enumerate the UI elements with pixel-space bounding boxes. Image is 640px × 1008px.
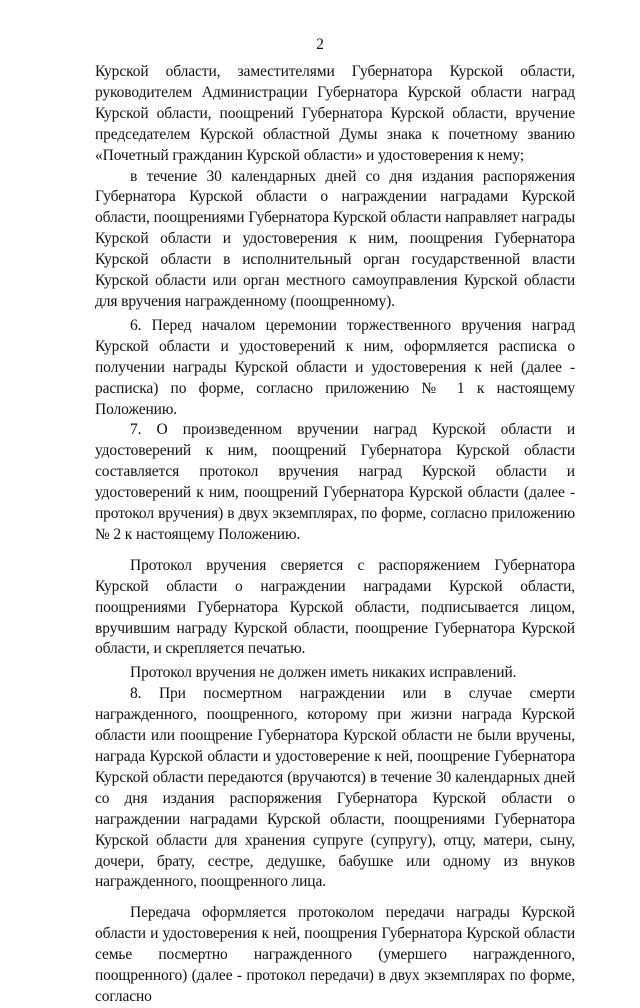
paragraph-protocol-verification: Протокол вручения сверяется с распоряжением Губернатора Курской области о награждении наградами Курской области, поощрениями Губернатора Курской области, подписывается лицом, вручившим награду Курской области, поощрение Губернатора Курской области, и скрепляется печатью. xyxy=(95,556,575,658)
paragraph-item-6-receipt: 6. Перед началом церемонии торжественного вручения наград Курской области и удостоверений к ним, оформляется расписка о получении награды Курской области и удостоверения к ней (далее - расписка) по форме, согласно приложению № 1 к настоящему Положению. xyxy=(95,316,575,418)
paragraph-thirty-day-dispatch: в течение 30 календарных дней со дня издания распоряжения Губернатора Курской области о награждении наградами Курской области, поощрениями Губернатора Курской области направляет награды Курской области и удостоверения к ним, поощрения Губернатора Курской области в исполнительный орган государственной власти Курской области или орган местного самоуправления Курской области для вручения награжденному (поощренному). xyxy=(95,167,575,310)
paragraph-award-presenters: Курской области, заместителями Губернатора Курской области, руководителем Администрации Губернатора Курской области наград Курской области, поощрений Губернатора Курской области, вручение председателем Курской областной Думы знака к почетному званию «Почетный гражданин Курской области» и удостоверения к нему; xyxy=(95,63,575,164)
paragraph-no-corrections: Протокол вручения не должен иметь никаких исправлений. xyxy=(130,664,517,682)
document-body xyxy=(95,62,575,1008)
page-number: 2 xyxy=(316,36,324,53)
paragraph-item-8-posthumous: 8. При посмертном награждении или в случае смерти награжденного, поощренного, которому при жизни награда Курской области или поощрение Губернатора Курской области не были вручены, награда Курской области и удостоверение к ней, поощрение Губернатора Курской области передаются (вручаются) в течение 30 календарных дней со дня издания распоряжения Губернатора Курской области о награждении наградами Курской области, поощрениями Губернатора Курской области для хранения супруге (супругу), отцу, матери, сыну, дочери, брату, сестре, дедушке, бабушке или одному из внуков награжденного, поощренного лица. xyxy=(95,685,575,891)
paragraph-transfer-protocol: Передача оформляется протоколом передачи награды Курской области и удостоверения к ней, поощрения Губернатора Курской области семье посмертно награжденного (умершего награжденного, поощренного) (далее - протокол передачи) в двух экземплярах по форме, согласно xyxy=(95,904,575,1005)
paragraph-item-7-protocol: 7. О произведенном вручении наград Курской области и удостоверений к ним, поощрений Губернатора Курской области составляется протокол вручения наград Курской области и удостоверений к ним, поощрений Губернатора Курской области (далее - протокол вручения) в двух экземплярах, по форме, согласно приложению № 2 к настоящему Положению. xyxy=(95,421,575,543)
